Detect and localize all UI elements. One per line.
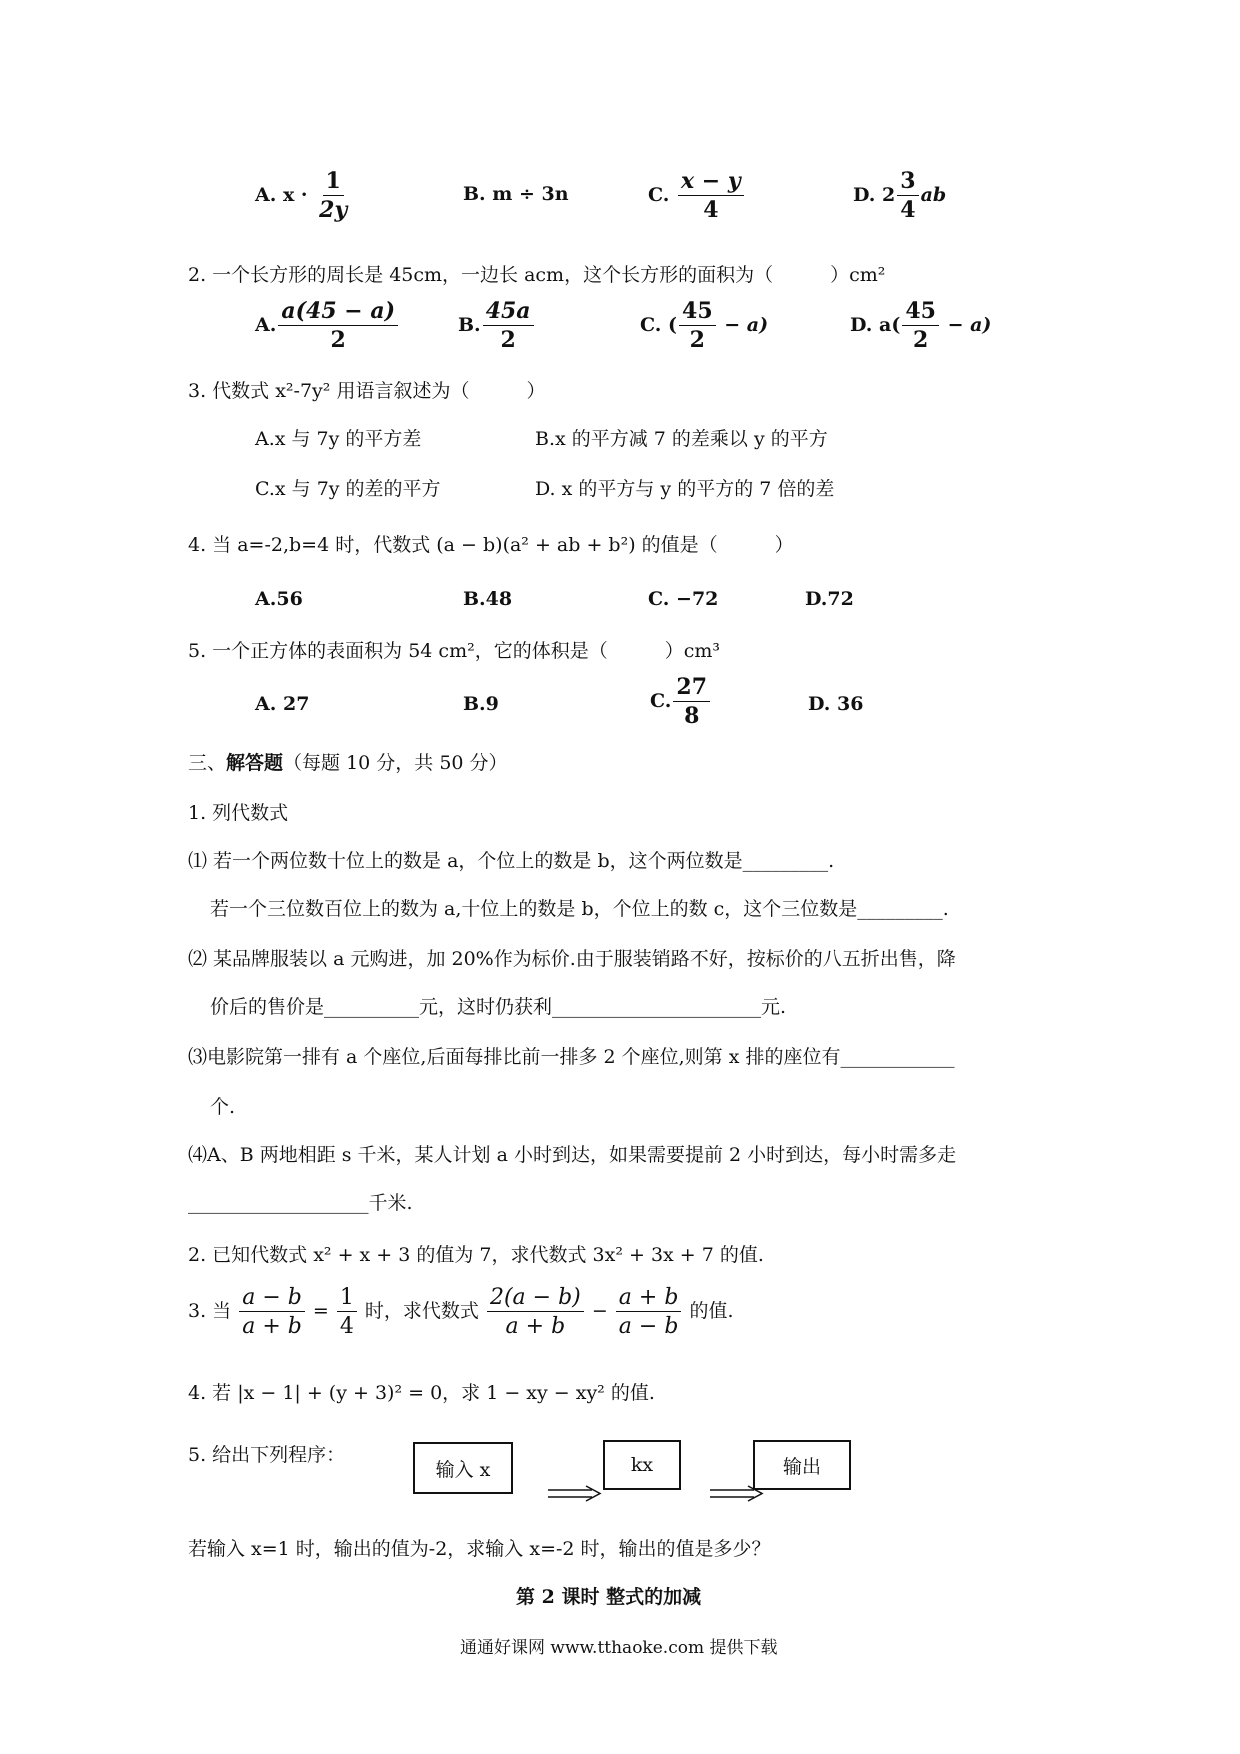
s3-item-1-2a: ⑵ 某品牌服装以 a 元购进，加 20%作为标价.由于服装销路不好，按标价的八五折出售，降 bbox=[188, 948, 956, 970]
flow-arrow-1 bbox=[548, 1485, 602, 1503]
q2-option-c: C. ( $\frac{45}{2}$ − a) bbox=[640, 298, 769, 354]
q5-option-c: C. $\frac{27}{8}$ bbox=[650, 676, 712, 728]
q3-option-b: B.x 的平方减 7 的差乘以 y 的平方 bbox=[535, 428, 828, 450]
q5-option-a: A. 27 bbox=[255, 693, 310, 715]
s3-item-1-4b: ___________________千米. bbox=[188, 1192, 413, 1214]
q4-option-b: B.48 bbox=[463, 588, 513, 610]
q2-option-a: A. $\frac{a(45 - a)}{2}$ bbox=[255, 300, 400, 352]
lesson-title: 第 2 课时 整式的加减 bbox=[516, 1586, 702, 1608]
s3-item-1-3b: 个. bbox=[210, 1096, 236, 1118]
q4-option-d: D.72 bbox=[805, 588, 854, 610]
s3-item-3: 3. 当 $\frac{a - b}{a + b}$ = $\frac{1}{4}$ 时，求代数式 $\frac{2(a - b)}{a + b}$ − $\frac{a + b}{a - b}$ 的值. bbox=[188, 1285, 734, 1340]
q1-option-b: B. m ÷ 3n bbox=[463, 183, 569, 205]
q5-option-d: D. 36 bbox=[808, 693, 864, 715]
flow-box-input: 输入 x bbox=[413, 1442, 513, 1494]
s3-item-5: 5. 给出下列程序： bbox=[188, 1444, 346, 1466]
s3-item-1-1a: ⑴ 若一个两位数十位上的数是 a，个位上的数是 b，这个两位数是_________. bbox=[188, 850, 835, 872]
s3-item-1-4a: ⑷A、B 两地相距 s 千米，某人计划 a 小时到达，如果需要提前 2 小时到达，每小时需多走 bbox=[188, 1144, 957, 1166]
q1-option-a: A. x · $\frac{1}{2y}$ bbox=[255, 168, 348, 224]
q3-option-d: D. x 的平方与 y 的平方的 7 倍的差 bbox=[535, 478, 835, 500]
q1-option-d: D. 2 $\frac{3}{4}$ ab bbox=[853, 168, 947, 224]
q4-option-c: C. −72 bbox=[648, 588, 719, 610]
s3-item-2: 2. 已知代数式 x² + x + 3 的值为 7，求代数式 3x² + 3x + 7 的值. bbox=[188, 1244, 764, 1266]
page-footer: 通通好课网 www.tthaoke.com 提供下载 bbox=[460, 1638, 778, 1658]
s3-item-1: 1. 列代数式 bbox=[188, 802, 289, 824]
s3-item-1-1b: 若一个三位数百位上的数为 a,十位上的数是 b，个位上的数 c，这个三位数是_________. bbox=[210, 898, 949, 920]
q5-option-b: B.9 bbox=[463, 693, 499, 715]
s3-item-1-3a: ⑶电影院第一排有 a 个座位,后面每排比前一排多 2 个座位,则第 x 排的座位有____________ bbox=[188, 1046, 955, 1068]
q4-option-a: A.56 bbox=[255, 588, 303, 610]
q2-option-b: B. $\frac{45a}{2}$ bbox=[458, 300, 536, 352]
q4-stem: 4. 当 a=-2,b=4 时，代数式 (a − b)(a² + ab + b²) 的值是（ ） bbox=[188, 534, 794, 556]
q2-stem: 2. 一个长方形的周长是 45cm，一边长 acm，这个长方形的面积为（ ）cm² bbox=[188, 264, 886, 286]
q2-option-d: D. a( $\frac{45}{2}$ − a) bbox=[850, 298, 992, 354]
s3-item-5-question: 若输入 x=1 时，输出的值为-2，求输入 x=-2 时，输出的值是多少？ bbox=[188, 1538, 771, 1560]
q1-option-c: C. $\frac{x - y}{4}$ bbox=[648, 170, 746, 222]
flow-box-output: 输出 bbox=[753, 1440, 851, 1490]
q3-option-a: A.x 与 7y 的平方差 bbox=[255, 428, 422, 450]
q5-stem: 5. 一个正方体的表面积为 54 cm²，它的体积是（ ）cm³ bbox=[188, 640, 720, 662]
s3-item-4: 4. 若 |x − 1| + (y + 3)² = 0，求 1 − xy − xy² 的值. bbox=[188, 1382, 655, 1404]
flow-box-kx: kx bbox=[603, 1440, 681, 1490]
q3-option-c: C.x 与 7y 的差的平方 bbox=[255, 478, 441, 500]
q3-stem: 3. 代数式 x²-7y² 用语言叙述为（ ） bbox=[188, 380, 546, 402]
s3-item-1-2b: 价后的售价是__________元，这时仍获利______________________元. bbox=[210, 996, 787, 1018]
section-3-heading: 三、解答题（每题 10 分，共 50 分） bbox=[188, 752, 508, 774]
